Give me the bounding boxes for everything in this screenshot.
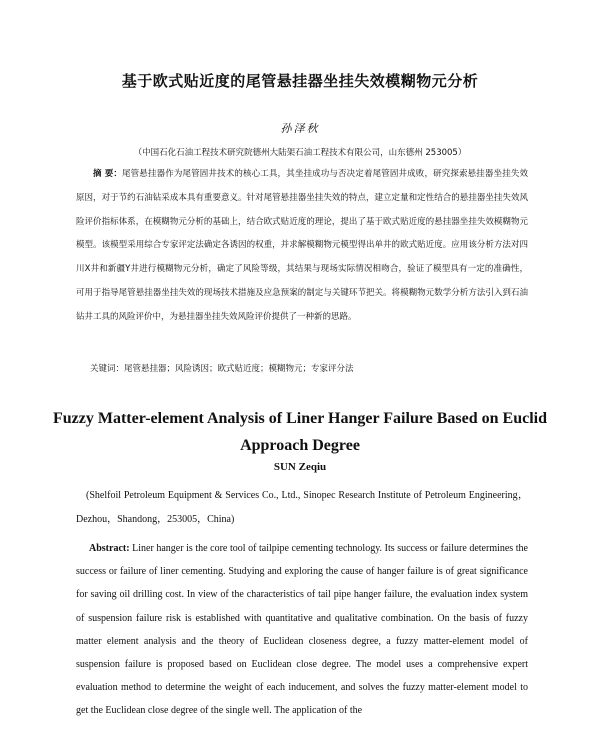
- english-abstract-label: Abstract:: [89, 543, 130, 554]
- chinese-keywords-label: 关键词：: [90, 364, 125, 374]
- chinese-author: 孙泽秋: [280, 122, 320, 135]
- english-author: SUN Zeqiu: [273, 461, 327, 473]
- english-abstract-text: Liner hanger is the core tool of tailpipe cementing technology. Its success or failure determines the success or failure of liner cementing. Studying and exploring the cause of hanger failure is of great significance for saving oil drilling cost. In view of the characteristics of tail pipe hanger failure, the evaluation index system of suspension failure risk is established with quantitative and qualitative combination. On the basis of fuzzy matter element analysis and the theory of Euclidean closeness degree, a fuzzy matter-element model of suspension failure is proposed based on Euclidean close degree. The model uses a comprehensive expert evaluation method to determine the weight of each inducement, and solves the fuzzy matter-element model to get the Euclidean close degree of the single well. The application of the: [76, 543, 528, 717]
- english-title: Fuzzy Matter-element Analysis of Liner Hanger Failure Based on Euclid Approach Degree: [52, 410, 548, 454]
- chinese-affiliation: （中国石化石油工程技术研究院德州大陆架石油工程技术有限公司，山东德州 253005）: [133, 148, 467, 158]
- english-abstract: [76, 537, 528, 723]
- chinese-abstract-label: 摘 要：: [93, 169, 123, 179]
- chinese-title: 基于欧式贴近度的尾管悬挂器坐挂失效模糊物元分析: [121, 72, 479, 90]
- chinese-keywords-text: 尾管悬挂器；风险诱因；欧式贴近度；模糊物元；专家评分法: [124, 364, 354, 374]
- english-affiliation: (Shelfoil Petroleum Equipment & Services Co., Ltd., Sinopec Research Institute of Petroleum Engineering，Dezhou，Shandong，253005，China): [76, 490, 528, 525]
- chinese-abstract-text: 尾管悬挂器作为尾管固井技术的核心工具，其坐挂成功与否决定着尾管固井成败，研究探索悬挂器坐挂失效原因，对于节约石油钻采成本具有重要意义。针对尾管悬挂器坐挂失效的特点，建立定量和定性结合的悬挂器坐挂失效风险评价指标体系，在模糊物元分析的基础上，结合欧式贴近度的理论，提出了基于欧式贴近度的悬挂器坐挂失效模糊物元模型。该模型采用综合专家评定法确定各诱因的权重，并求解模糊物元模型得出单井的欧式贴近度。应用该分析方法对四川X井和新疆Y井进行模糊物元分析，确定了风险等级，其结果与现场实际情况相吻合，验证了模型具有一定的准确性，可用于指导尾管悬挂器坐挂失效的现场技术措施及应急预案的制定与关键环节把关。将模糊物元数学分析方法引入到石油钻井工具的风险评价中，为悬挂器坐挂失效风险评价提供了一种新的思路。: [76, 169, 528, 322]
- chinese-keywords: [90, 362, 354, 374]
- chinese-abstract: [76, 163, 528, 330]
